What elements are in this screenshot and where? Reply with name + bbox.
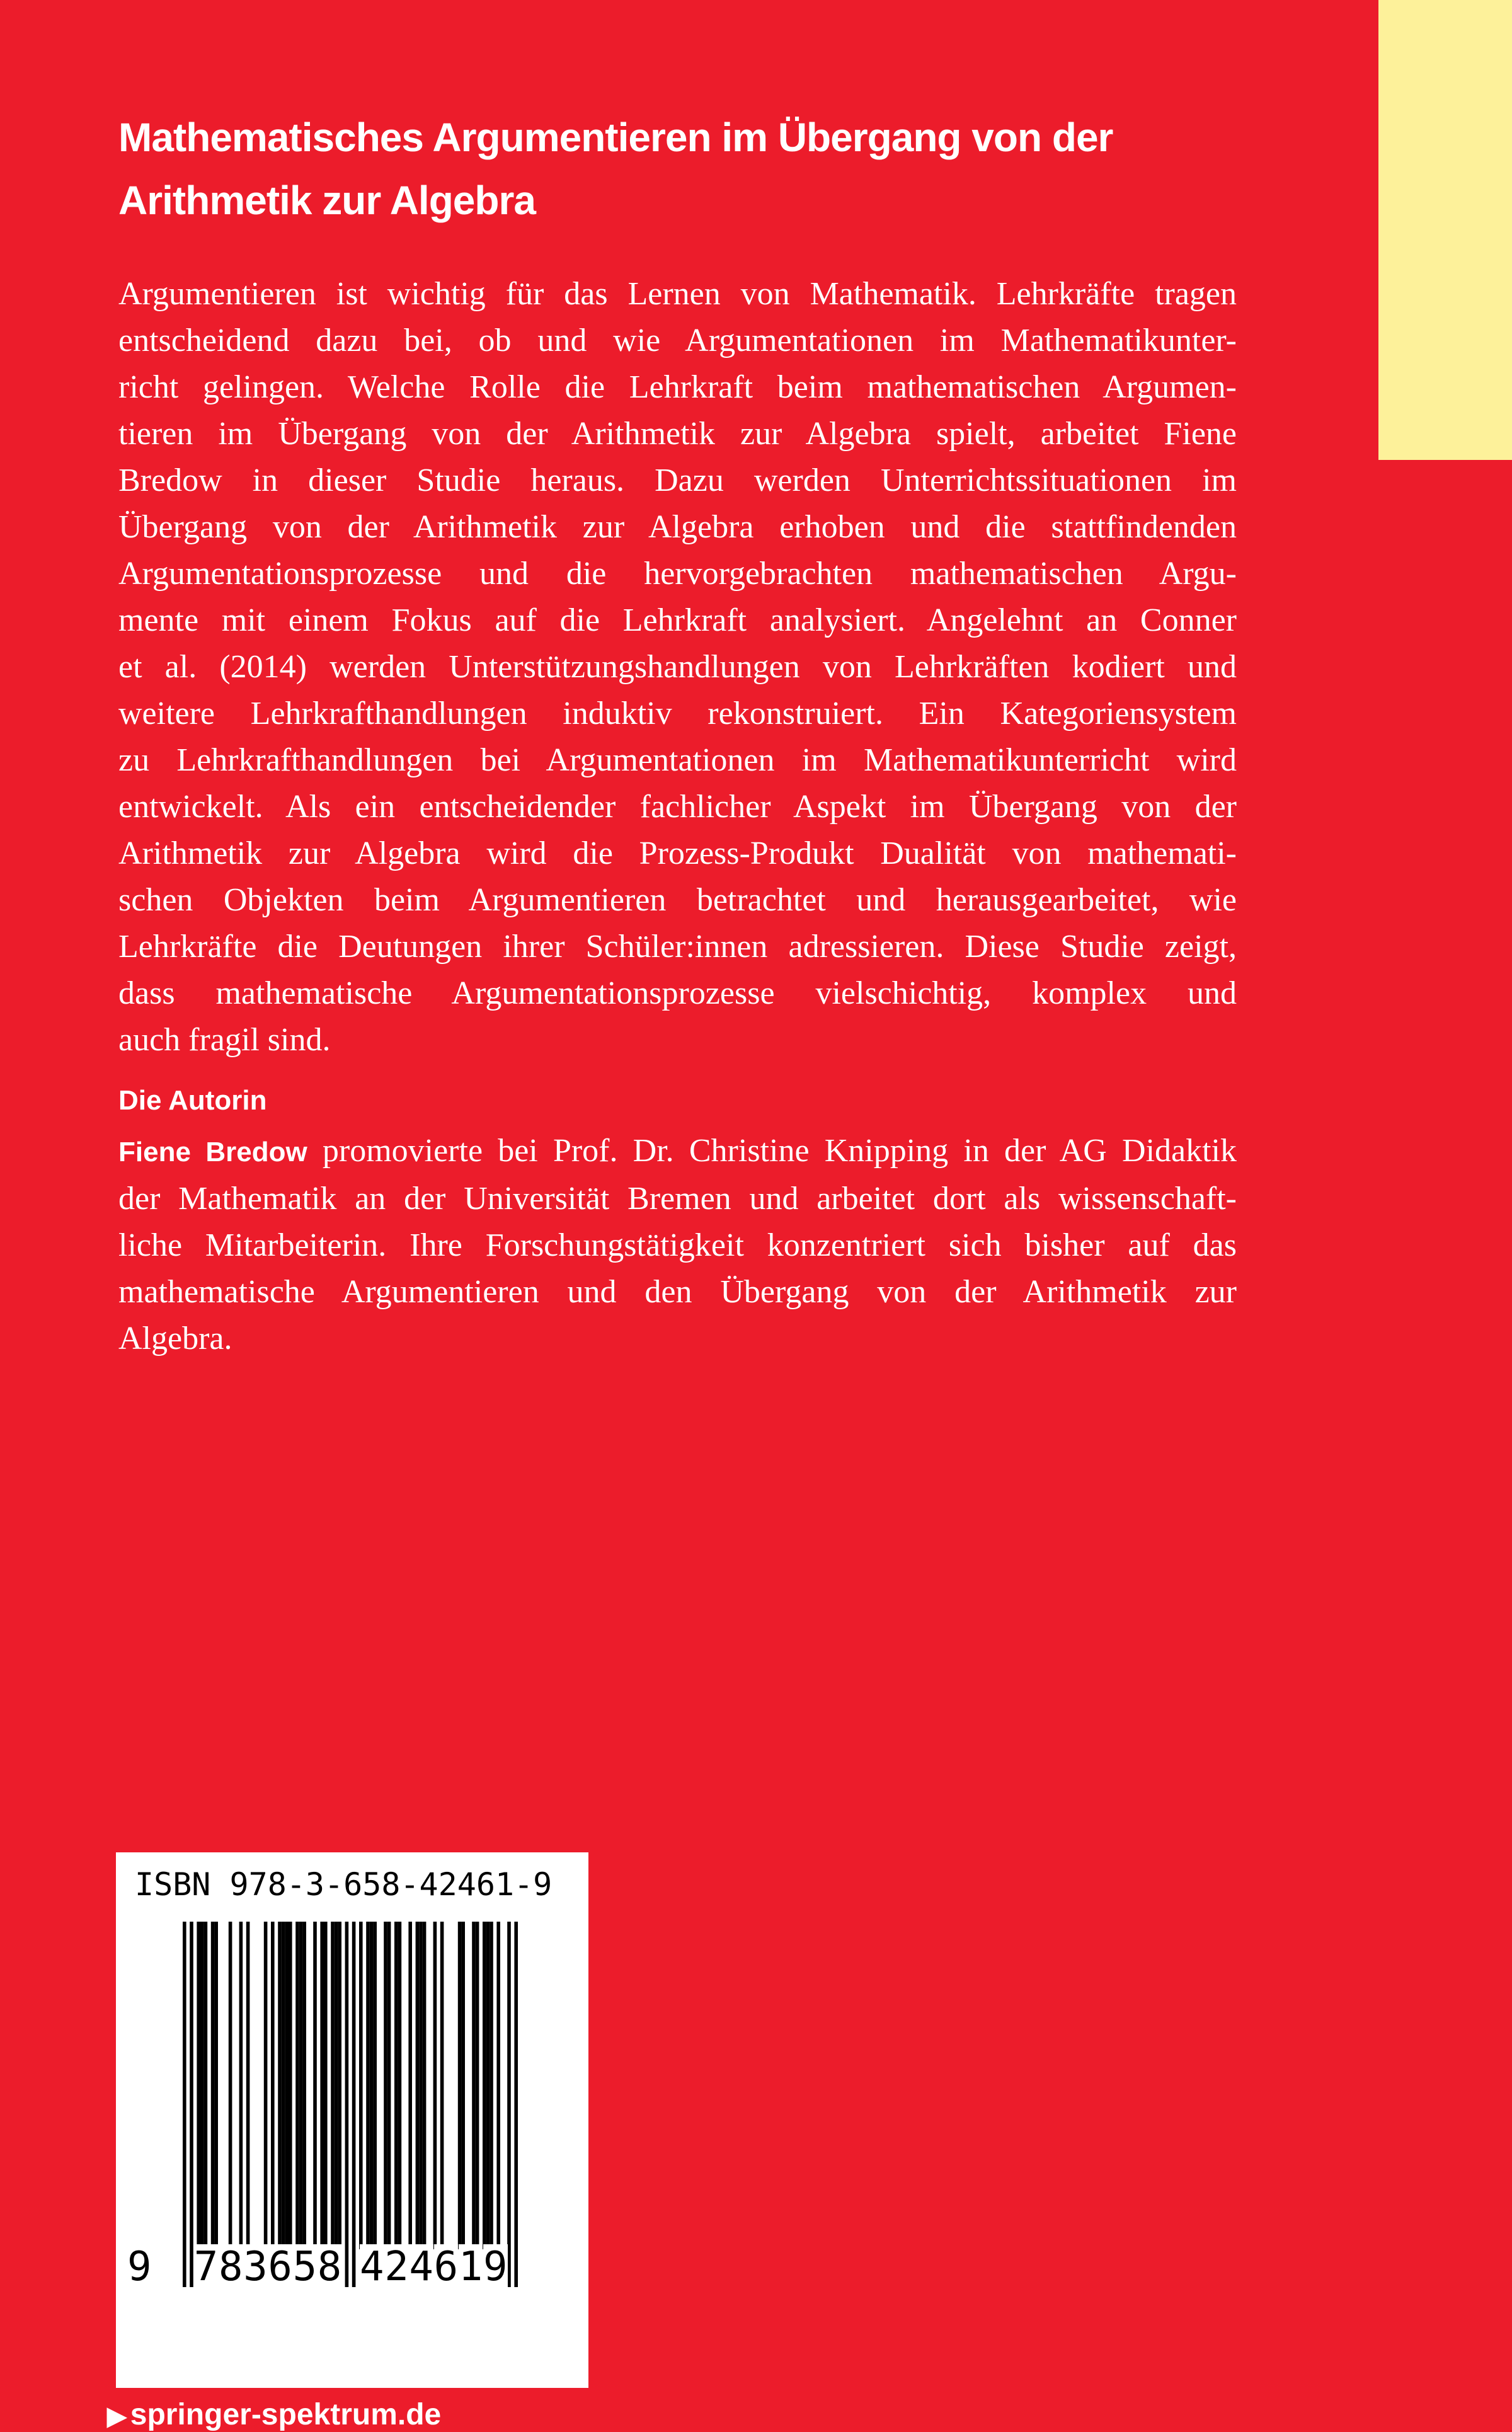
website-text: springer-spektrum.de xyxy=(130,2398,442,2431)
blurb-line: auch fragil sind. xyxy=(118,1022,331,1058)
author-bio-line: mathematische Argumentieren und den Übergang von der Arithmetik zur xyxy=(118,1274,1237,1310)
barcode-digit: 6 xyxy=(433,2244,459,2290)
blurb-line: Arithmetik zur Algebra wird die Prozess-Produkt Dualität von mathemati- xyxy=(118,835,1237,871)
barcode-digit: 5 xyxy=(292,2244,318,2290)
author-bio-line xyxy=(118,1128,1237,1176)
barcode-digits xyxy=(116,1852,588,2388)
barcode-box xyxy=(116,1852,588,2388)
barcode-digit: 8 xyxy=(219,2244,243,2290)
author-name: Fiene Bredow xyxy=(118,1137,307,1167)
blurb-line: et al. (2014) werden Unterstützungshandlungen von Lehrkräften kodiert und xyxy=(118,649,1237,685)
barcode-digit: 2 xyxy=(384,2244,409,2290)
barcode-digit: 1 xyxy=(458,2244,483,2290)
title-line-1: Mathematisches Argumentieren im Übergang von der xyxy=(118,115,1113,160)
barcode-digit: 7 xyxy=(193,2244,219,2290)
blurb-line: Bredow in dieser Studie heraus. Dazu werden Unterrichtssituationen im xyxy=(118,462,1237,498)
blurb-line: schen Objekten beim Argumentieren betrachtet und herausgearbeitet, wie xyxy=(118,882,1237,918)
blurb-line: Übergang von der Arithmetik zur Algebra erhoben und die stattfindenden xyxy=(118,509,1237,545)
isbn-label: ISBN 978-3-658-42461-9 xyxy=(135,1866,553,1903)
play-triangle-icon: ▶ xyxy=(107,2402,127,2430)
blurb-line: richt gelingen. Welche Rolle die Lehrkraft beim mathematischen Argumen- xyxy=(118,369,1237,405)
author-heading: Die Autorin xyxy=(118,1085,267,1116)
author-bio-first-line: promovierte bei Prof. Dr. Christine Knipping in der AG Didaktik xyxy=(322,1133,1237,1169)
author-bio-line: Algebra. xyxy=(118,1321,232,1357)
barcode-digit: 9 xyxy=(483,2244,508,2290)
blurb-line: weitere Lehrkrafthandlungen induktiv rekonstruiert. Ein Kategoriensystem xyxy=(118,696,1237,731)
yellow-spine-tab xyxy=(1378,0,1512,460)
barcode-digit: 9 xyxy=(127,2244,152,2290)
barcode-digit: 6 xyxy=(268,2244,292,2290)
barcode-digit: 4 xyxy=(409,2244,433,2290)
title-line-2: Arithmetik zur Algebra xyxy=(118,178,536,223)
author-bio xyxy=(118,1128,1237,1362)
author-bio-line: der Mathematik an der Universität Bremen und arbeitet dort als wissenschaft- xyxy=(118,1181,1237,1217)
book-title xyxy=(118,106,1315,232)
blurb-line: entwickelt. Als ein entscheidender fachlicher Aspekt im Übergang von der xyxy=(118,789,1237,825)
website-link[interactable] xyxy=(107,2397,441,2432)
blurb-line: dass mathematische Argumentationsprozesse vielschichtig, komplex und xyxy=(118,975,1237,1011)
barcode-digit: 4 xyxy=(360,2244,384,2290)
blurb-line: Argumentationsprozesse und die hervorgebrachten mathematischen Argu- xyxy=(118,556,1237,592)
blurb-text xyxy=(118,271,1237,1064)
blurb-line: Argumentieren ist wichtig für das Lernen von Mathematik. Lehrkräfte tragen xyxy=(118,276,1237,312)
blurb-line: mente mit einem Fokus auf die Lehrkraft analysiert. Angelehnt an Conner xyxy=(118,602,1237,638)
author-bio-line: liche Mitarbeiterin. Ihre Forschungstätigkeit konzentriert sich bisher auf das xyxy=(118,1227,1237,1263)
barcode-digit: 3 xyxy=(243,2244,268,2290)
blurb-line: Lehrkräfte die Deutungen ihrer Schüler:innen adressieren. Diese Studie zeigt, xyxy=(118,929,1237,965)
barcode-digit: 8 xyxy=(317,2244,342,2290)
blurb-line: tieren im Übergang von der Arithmetik zur Algebra spielt, arbeitet Fiene xyxy=(118,416,1237,452)
blurb-line: zu Lehrkrafthandlungen bei Argumentationen im Mathematikunterricht wird xyxy=(118,742,1237,778)
blurb-line: entscheidend dazu bei, ob und wie Argumentationen im Mathematikunter- xyxy=(118,323,1237,358)
